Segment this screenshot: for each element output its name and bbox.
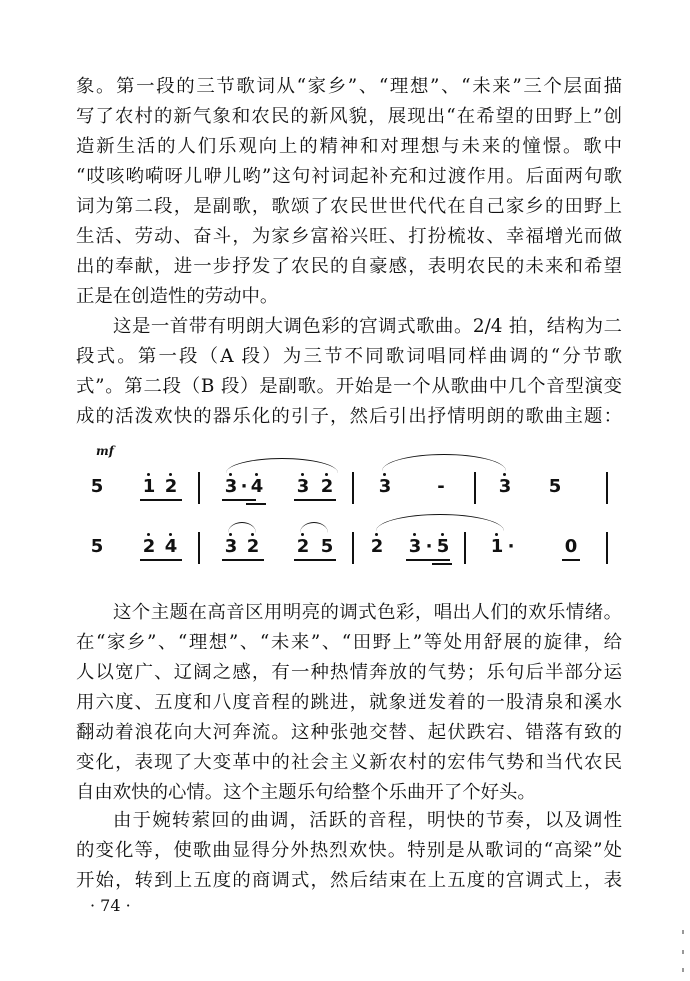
- beam-line: [140, 499, 182, 501]
- text-line: 词为第二段，是副歌，歌颂了农民世世代代在自己家乡的田野上: [76, 196, 622, 217]
- page-number: · 74 ·: [90, 896, 131, 915]
- bar-line: [198, 532, 200, 564]
- scan-edge-mark: [682, 950, 684, 954]
- scan-edge-mark: [682, 930, 684, 934]
- beam-line: [294, 559, 336, 561]
- note: ·: [507, 536, 515, 557]
- text-line: 自由欢快的心情。这个主题乐句给整个乐曲开了个好头。: [76, 782, 536, 803]
- high-dot: [301, 533, 304, 536]
- bar-line: [606, 472, 608, 504]
- slur: [376, 514, 504, 531]
- note: 5: [320, 536, 334, 557]
- text-line: 人以宽广、辽阔之感，有一种热情奔放的气势；乐句后半部分运: [76, 662, 622, 683]
- text-line: 的变化等，使歌曲显得分外热烈欢快。特别是从歌词的“高梁”处: [76, 840, 622, 861]
- note: 4: [164, 536, 178, 557]
- slur: [228, 522, 256, 533]
- paragraph-4: [76, 806, 622, 896]
- bar-line: [198, 472, 200, 504]
- beam-line: [432, 563, 452, 565]
- note: 1: [490, 536, 504, 557]
- beam-line: [222, 499, 256, 501]
- text-line: 在“家乡”、“理想”、“未来”、“田野上”等处用舒展的旋律，给: [76, 632, 622, 653]
- high-dot: [255, 473, 258, 476]
- note: 2: [320, 476, 334, 497]
- high-dot: [325, 473, 328, 476]
- beam-line: [406, 559, 450, 561]
- note: 5: [436, 536, 450, 557]
- text-line: 这是一首带有明朗大调色彩的宫调式歌曲。2/4 拍，结构为二: [113, 316, 622, 337]
- text-line: 由于婉转萦回的曲调，活跃的音程，明快的节奏，以及调性: [113, 810, 622, 831]
- note: 2: [370, 536, 384, 557]
- high-dot: [169, 533, 172, 536]
- note: 3: [296, 476, 310, 497]
- paragraph-2: [76, 312, 622, 432]
- bar-line: [606, 532, 608, 564]
- note: 2: [246, 536, 260, 557]
- note: 4: [250, 476, 264, 497]
- scan-edge-mark: [682, 968, 684, 972]
- text-line: “哎咳哟嗬呀儿咿儿哟”这句衬词起补充和过渡作用。后面两句歌: [76, 166, 622, 187]
- dynamic-mark: mf: [96, 444, 114, 458]
- paragraph-3: [76, 598, 622, 808]
- beam-line: [222, 559, 264, 561]
- note: 3: [408, 536, 422, 557]
- note: 2: [296, 536, 310, 557]
- text-line: 生活、劳动、奋斗，为家乡富裕兴旺、打扮梳妆、幸福增光而做: [76, 226, 622, 247]
- beam-line: [140, 559, 182, 561]
- text-line: 式”。第二段（B 段）是副歌。开始是一个从歌曲中几个音型演变: [76, 376, 622, 397]
- text-line: 这个主题在高音区用明亮的调式色彩，唱出人们的欢乐情绪。: [113, 602, 622, 623]
- text-line: 造新生活的人们乐观向上的精神和对理想与未来的憧憬。歌中: [76, 136, 622, 157]
- bar-line: [352, 532, 354, 564]
- note: 3: [378, 476, 392, 497]
- beam-line: [562, 559, 580, 561]
- bar-line: [474, 472, 476, 504]
- text-line: 象。第一段的三节歌词从“家乡”、“理想”、“未来”三个层面描: [76, 76, 622, 97]
- text-line: 段式。第一段（A 段）为三节不同歌词唱同样曲调的“分节歌: [76, 346, 622, 367]
- note: 2: [164, 476, 178, 497]
- note: ·: [425, 536, 433, 557]
- high-dot: [383, 473, 386, 476]
- note: 2: [142, 536, 156, 557]
- bar-line: [352, 472, 354, 504]
- note: 3: [224, 476, 238, 497]
- slur: [226, 458, 338, 473]
- note: 1: [142, 476, 156, 497]
- slur: [382, 454, 506, 471]
- slur: [300, 522, 328, 533]
- note: -: [437, 476, 445, 497]
- text-line: 用六度、五度和八度音程的跳进，就象迸发着的一股清泉和溪水: [76, 692, 622, 713]
- high-dot: [301, 473, 304, 476]
- beam-line: [294, 499, 336, 501]
- note: 3: [498, 476, 512, 497]
- high-dot: [495, 533, 498, 536]
- high-dot: [375, 533, 378, 536]
- high-dot: [441, 533, 444, 536]
- text-line: 翻动着浪花向大河奔流。这种张弛交替、起伏跌宕、错落有致的: [76, 722, 622, 743]
- high-dot: [251, 533, 254, 536]
- note: ·: [240, 476, 248, 497]
- note: 0: [564, 536, 578, 557]
- text-line: 写了农村的新气象和农民的新风貌，展现出“在希望的田野上”创: [76, 106, 622, 127]
- text-line: 出的奉献，进一步抒发了农民的自豪感，表明农民的未来和希望: [76, 256, 622, 277]
- note: 5: [90, 536, 104, 557]
- high-dot: [229, 473, 232, 476]
- high-dot: [147, 533, 150, 536]
- jianpu-score: [86, 440, 626, 590]
- note: 5: [548, 476, 562, 497]
- high-dot: [169, 473, 172, 476]
- note: 3: [224, 536, 238, 557]
- high-dot: [229, 533, 232, 536]
- text-line: 正是在创造性的劳动中。: [76, 286, 279, 307]
- bar-line: [464, 532, 466, 564]
- text-line: 变化，表现了大变革中的社会主义新农村的宏伟气势和当代农民: [76, 752, 622, 773]
- beam-line: [246, 503, 266, 505]
- high-dot: [503, 473, 506, 476]
- text-line: 开始，转到上五度的商调式，然后结束在上五度的宫调式上，表: [76, 870, 622, 891]
- note: 5: [90, 476, 104, 497]
- high-dot: [413, 533, 416, 536]
- paragraph-1: [76, 72, 622, 312]
- high-dot: [147, 473, 150, 476]
- text-line: 成的活泼欢快的器乐化的引子，然后引出抒情明朗的歌曲主题：: [76, 406, 622, 427]
